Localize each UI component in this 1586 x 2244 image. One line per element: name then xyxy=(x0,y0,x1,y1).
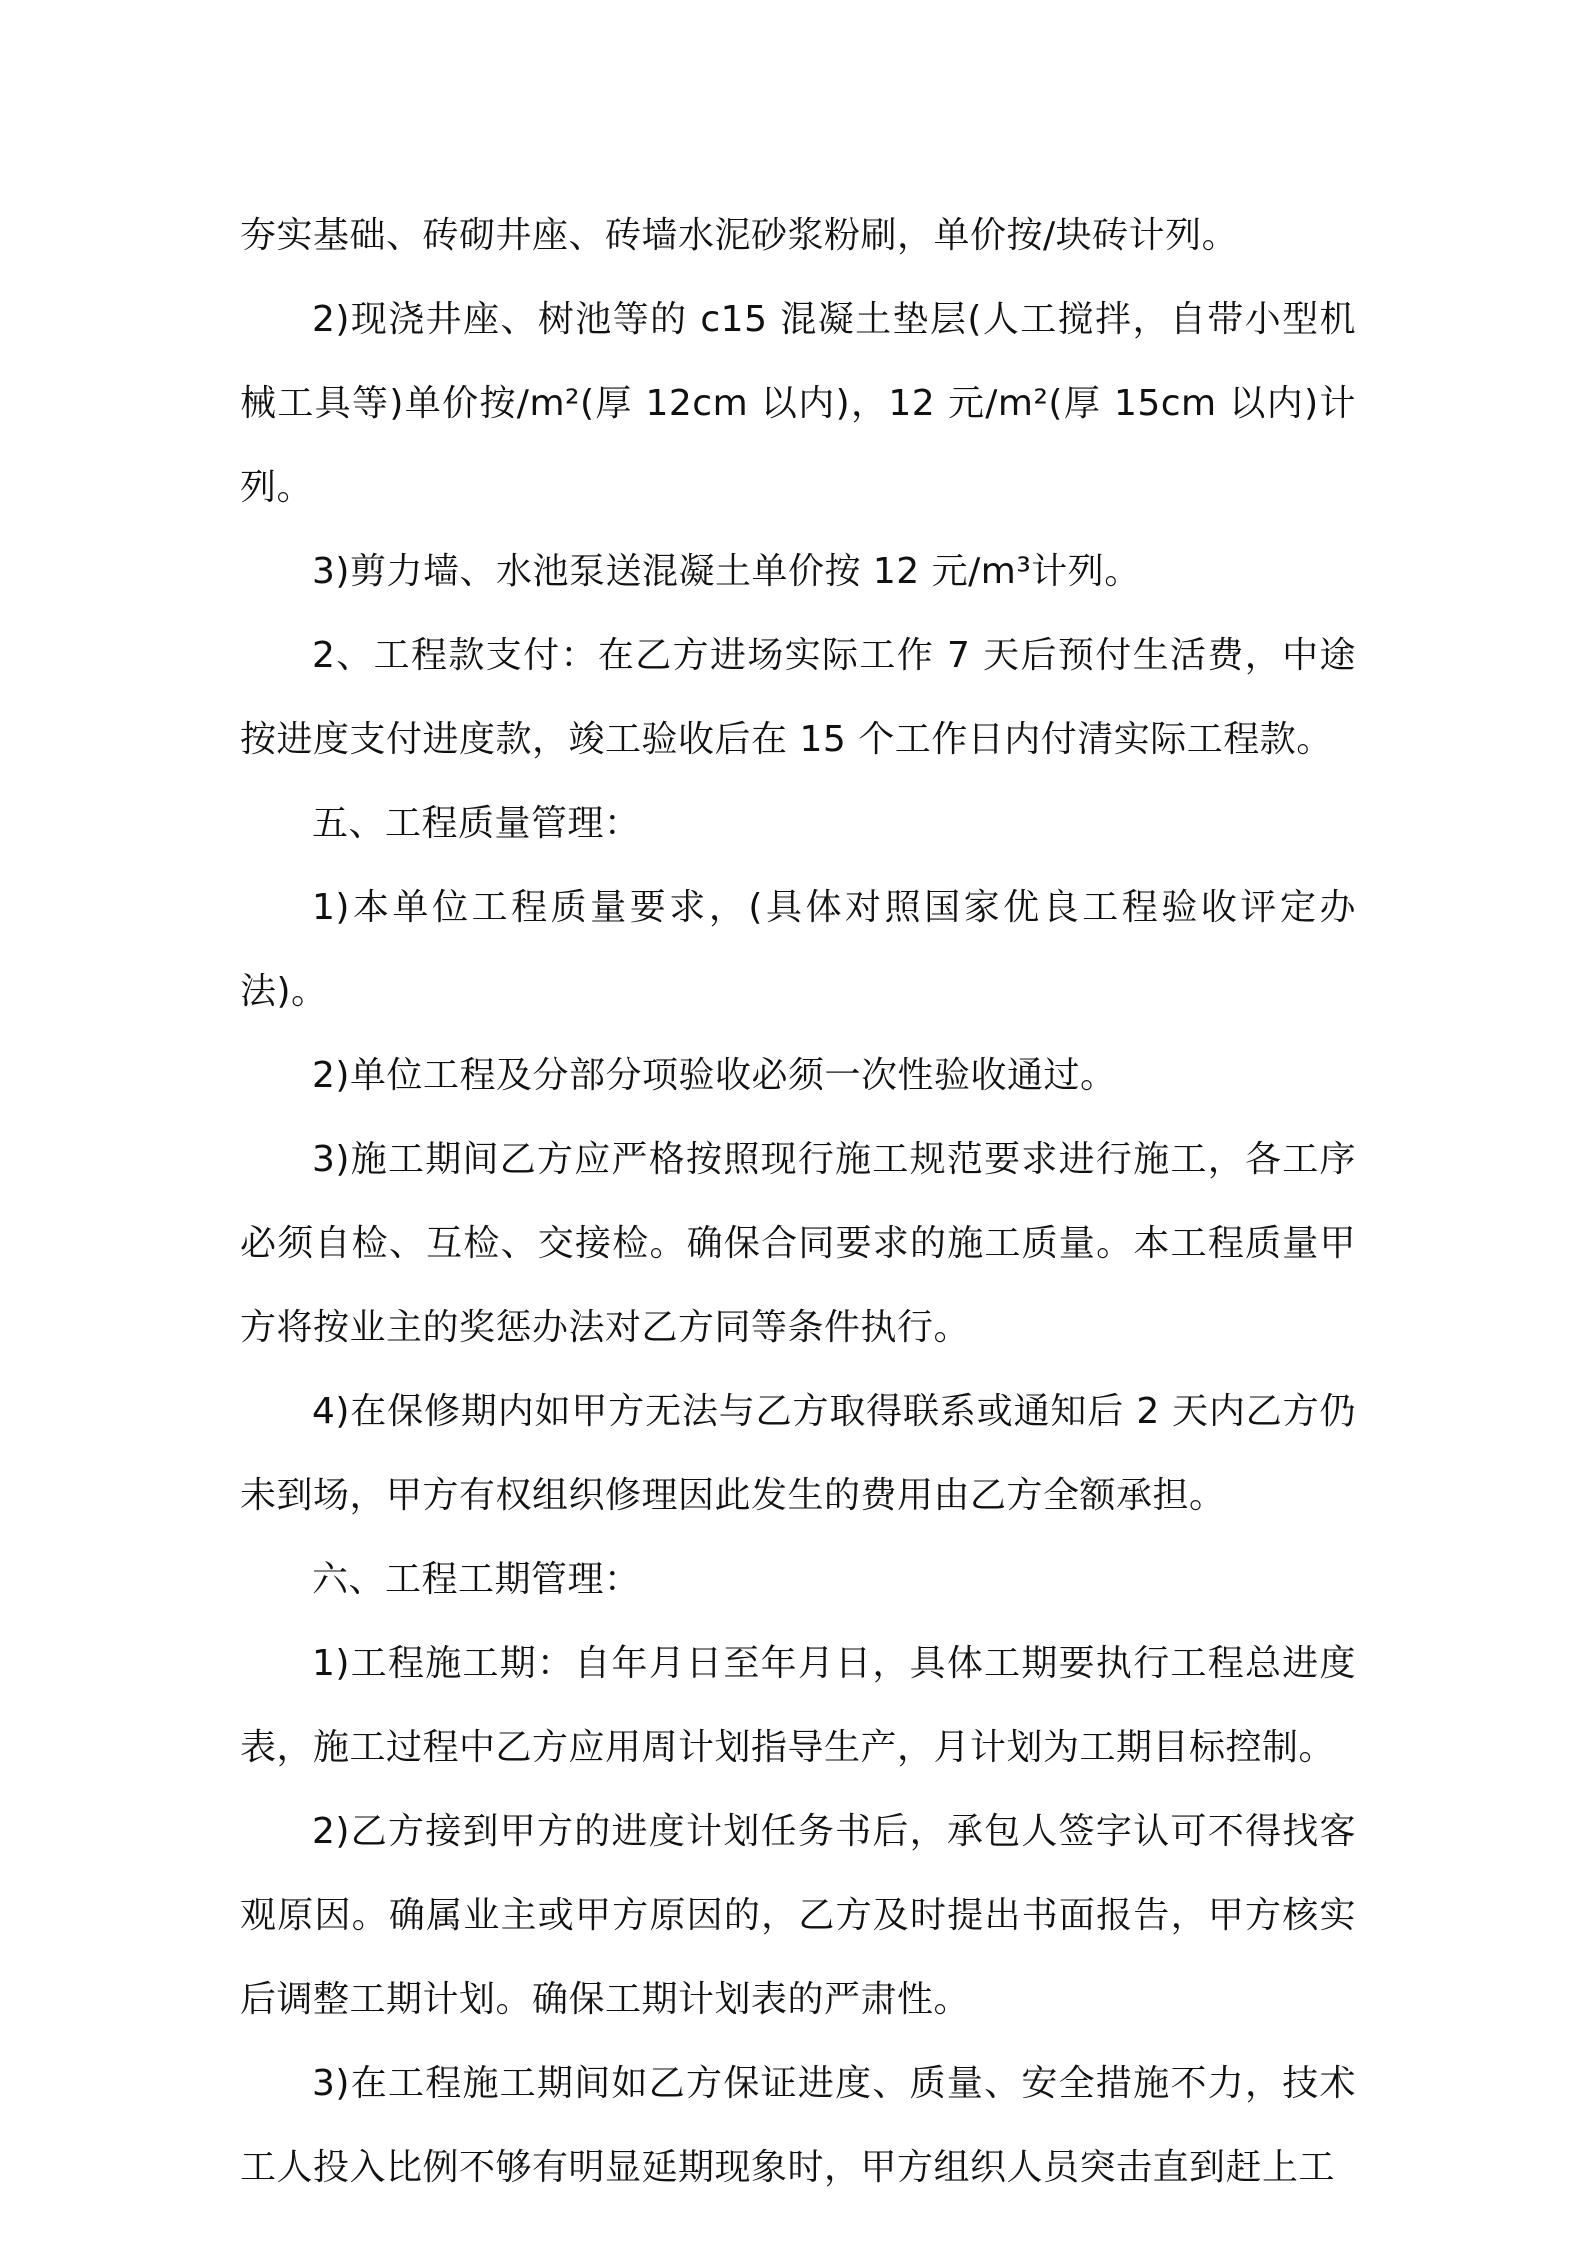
paragraph-foundation-masonry: 夯实基础、砖砌井座、砖墙水泥砂浆粉刷，单价按/块砖计列。 xyxy=(240,215,1239,256)
paragraph-shear-wall-pumped-concrete: 3)剪力墙、水池泵送混凝土单价按 12 元/m³计列。 xyxy=(312,551,1141,592)
document-page xyxy=(240,194,1356,2210)
paragraph-construction-standards: 3)施工期间乙方应严格按照现行施工规范要求进行施工，各工序必须自检、互检、交接检。确保合同要求的施工质量。本工程质量甲方将按业主的奖惩办法对乙方同等条件执行。 xyxy=(240,1139,1356,1348)
paragraph-one-time-acceptance: 2)单位工程及分部分项验收必须一次性验收通过。 xyxy=(312,1055,1117,1096)
section-heading-quality-management: 五、工程质量管理： xyxy=(312,803,641,844)
paragraph-delay-measures: 3)在工程施工期间如乙方保证进度、质量、安全措施不力，技术工人投入比例不够有明显延期现象时，甲方组织人员突击直到赶上工 xyxy=(240,2063,1356,2188)
paragraph-schedule-task-book: 2)乙方接到甲方的进度计划任务书后，承包人签字认可不得找客观原因。确属业主或甲方原因的，乙方及时提出书面报告，甲方核实后调整工期计划。确保工期计划表的严肃性。 xyxy=(240,1811,1356,2020)
paragraph-c15-concrete-cushion: 2)现浇井座、树池等的 c15 混凝土垫层(人工搅拌，自带小型机械工具等)单价按/m²(厚 12cm 以内)，12 元/m²(厚 15cm 以内)计列。 xyxy=(240,299,1356,508)
paragraph-construction-period: 1)工程施工期：自年月日至年月日，具体工期要执行工程总进度表，施工过程中乙方应用周计划指导生产，月计划为工期目标控制。 xyxy=(240,1643,1356,1768)
section-heading-schedule-management: 六、工程工期管理： xyxy=(312,1559,641,1600)
paragraph-payment-terms: 2、工程款支付：在乙方进场实际工作 7 天后预付生活费，中途按进度支付进度款，竣工验收后在 15 个工作日内付清实际工程款。 xyxy=(240,635,1356,760)
paragraph-quality-requirement: 1)本单位工程质量要求，(具体对照国家优良工程验收评定办法)。 xyxy=(240,887,1356,1012)
paragraph-warranty-repair: 4)在保修期内如甲方无法与乙方取得联系或通知后 2 天内乙方仍未到场，甲方有权组织修理因此发生的费用由乙方全额承担。 xyxy=(240,1391,1356,1516)
